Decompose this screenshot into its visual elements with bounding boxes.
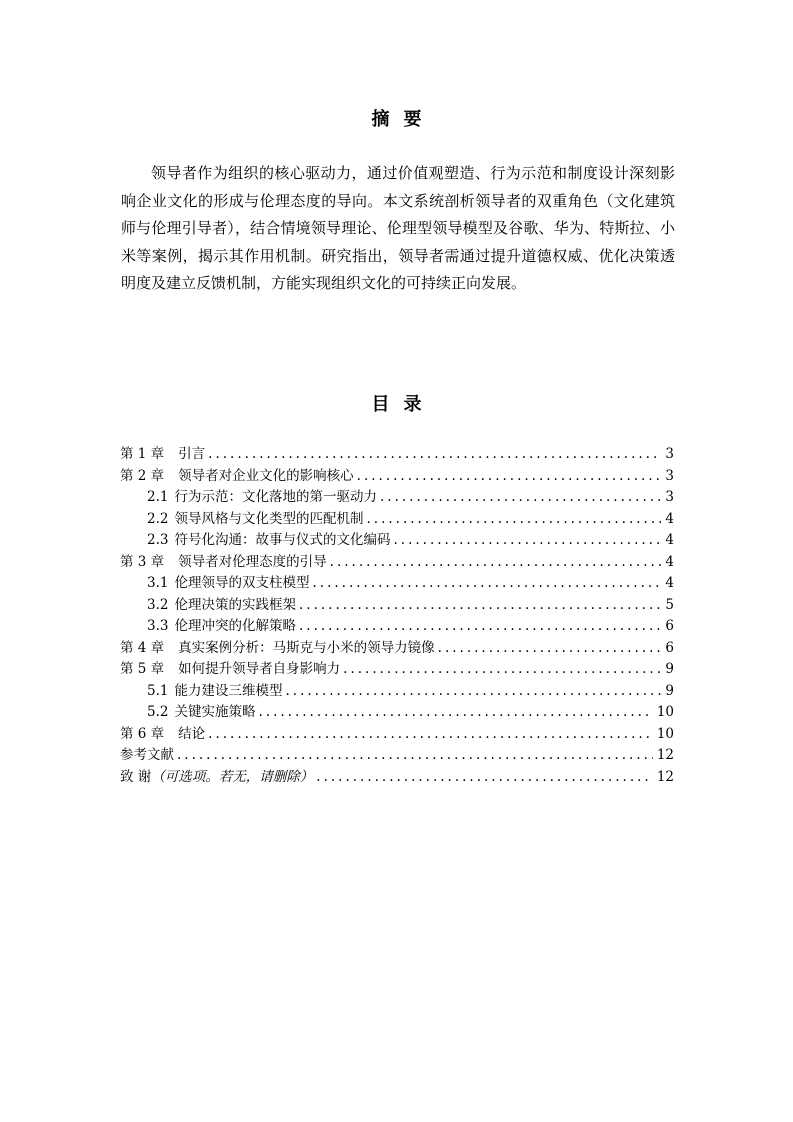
toc-entry-label [147,702,255,724]
toc-entry-title: 伦理冲突的化解策略 [174,618,296,634]
toc-entry-label [147,616,296,638]
abstract-body: 领导者作为组织的核心驱动力，通过价值观塑造、行为示范和制度设计深刻影响企业文化的形成与伦理态度的导向。本文系统剖析领导者的双重角色（文化建筑师与伦理引导者），结合情境领导理论、伦理型领导模型及谷歌、华为、特斯拉、小米等案例，揭示其作用机制。研究指出，领导者需通过提升道德权威、优化决策透明度及建立反馈机制，方能实现组织文化的可持续正向发展。 [121,164,675,292]
toc-entry-label [120,767,313,789]
toc-entry-title: 伦理领导的双支柱模型 [174,575,310,591]
toc-entry[interactable] [120,638,674,660]
toc-entry[interactable] [120,724,674,746]
toc-leader-dots [208,444,661,466]
toc-leader-dots [299,616,661,638]
toc-entry-title: 符号化沟通：故事与仪式的文化编码 [174,532,391,548]
toc-entry-page: 6 [665,618,674,634]
toc-entry[interactable] [120,466,674,488]
toc-entry[interactable] [120,595,674,617]
toc-leader-dots [366,509,661,531]
abstract-title-char-2: 要 [403,109,422,130]
toc-entry[interactable] [120,659,674,681]
toc-entry-number: 3.1 [147,575,169,591]
toc-entry-number: 5.1 [147,682,169,699]
toc-entry-number: 第 2 章 [120,467,165,484]
toc-entry-page: 10 [656,725,674,742]
toc-entry-number: 第 5 章 [120,661,165,677]
toc-entry-title: 领导者对伦理态度的引导 [178,553,327,570]
toc-title-char-1: 目 [371,394,390,415]
toc-entry[interactable] [120,509,674,531]
toc-entry-label [120,638,435,660]
toc-entry-label [147,573,309,595]
toc-entry[interactable] [120,444,674,466]
toc-entry-title: 真实案例分析：马斯克与小米的领导力镜像 [178,639,435,656]
toc-entry-title: （可选项。若无，请删除） [151,768,314,785]
toc-entry-number: 2.3 [147,532,169,548]
toc-entry-title: 引言 [178,446,206,462]
toc-title-char-2: 录 [403,394,422,415]
toc-entry-page: 4 [665,553,674,570]
toc-entry-number: 第 4 章 [120,639,165,656]
toc-title [0,390,793,416]
toc-entry-label [147,530,390,552]
toc-entry[interactable] [120,702,674,724]
toc-entry-title: 能力建设三维模型 [174,682,283,699]
toc-entry[interactable] [120,552,674,574]
toc-entry-title: 领导者对企业文化的影响核心 [178,467,354,484]
toc-entry-page: 3 [665,489,674,505]
toc-entry-label [120,659,340,681]
toc-entry-page: 10 [656,704,674,720]
toc-entry-number: 2.1 [147,489,169,505]
toc-leader-dots [357,466,662,488]
toc-entry-number: 第 3 章 [120,553,165,570]
toc-entry-page: 12 [656,747,674,763]
toc-entry-page: 12 [656,768,674,785]
toc-leader-dots [177,745,653,767]
toc-leader-dots [380,487,661,509]
toc-entry-page: 3 [665,446,674,462]
toc-entry-page: 5 [665,596,674,613]
toc-entry[interactable] [120,767,674,789]
toc-entry-page: 4 [665,532,674,548]
table-of-contents [120,444,674,788]
toc-entry-page: 4 [665,575,674,591]
toc-entry[interactable] [120,616,674,638]
toc-leader-dots [208,724,653,746]
toc-leader-dots [393,530,661,552]
toc-entry-label [120,444,205,466]
toc-leader-dots [330,552,662,574]
toc-entry-number: 3.3 [147,618,169,634]
toc-entry-label [147,487,377,509]
toc-entry-label [120,745,174,767]
abstract-title-char-1: 摘 [371,109,390,130]
toc-entry-label [120,466,354,488]
toc-entry-label [147,509,363,531]
toc-entry-title: 行为示范：文化落地的第一驱动力 [174,489,377,505]
toc-entry-title: 结论 [178,725,206,742]
toc-entry-number: 2.2 [147,510,169,527]
toc-entry-page: 9 [665,682,674,699]
toc-leader-dots [343,659,661,681]
toc-entry-number: 第 1 章 [120,446,165,462]
toc-entry[interactable] [120,745,674,767]
toc-entry-page: 3 [665,467,674,484]
toc-entry-label [120,552,327,574]
toc-leader-dots [316,767,653,789]
toc-entry-label [147,681,282,703]
toc-entry-label [147,595,296,617]
toc-entry-title: 关键实施策略 [174,704,256,720]
toc-entry-number: 第 6 章 [120,725,165,742]
toc-entry-title: 伦理决策的实践框架 [174,596,296,613]
toc-entry[interactable] [120,681,674,703]
toc-entry-page: 9 [665,661,674,677]
toc-entry[interactable] [120,573,674,595]
toc-entry-page: 4 [665,510,674,527]
toc-entry-page: 6 [665,639,674,656]
toc-entry-label [120,724,205,746]
toc-leader-dots [312,573,661,595]
toc-entry-title: 如何提升领导者自身影响力 [178,661,341,677]
toc-entry-title: 参考文献 [120,747,174,763]
toc-entry-number: 致 谢 [120,768,152,785]
abstract-title [0,105,793,131]
toc-entry[interactable] [120,487,674,509]
toc-leader-dots [299,595,661,617]
toc-leader-dots [258,702,652,724]
toc-entry[interactable] [120,530,674,552]
toc-leader-dots [285,681,661,703]
toc-entry-number: 3.2 [147,596,169,613]
toc-entry-title: 领导风格与文化类型的匹配机制 [174,510,364,527]
toc-leader-dots [438,638,662,660]
toc-entry-number: 5.2 [147,704,169,720]
